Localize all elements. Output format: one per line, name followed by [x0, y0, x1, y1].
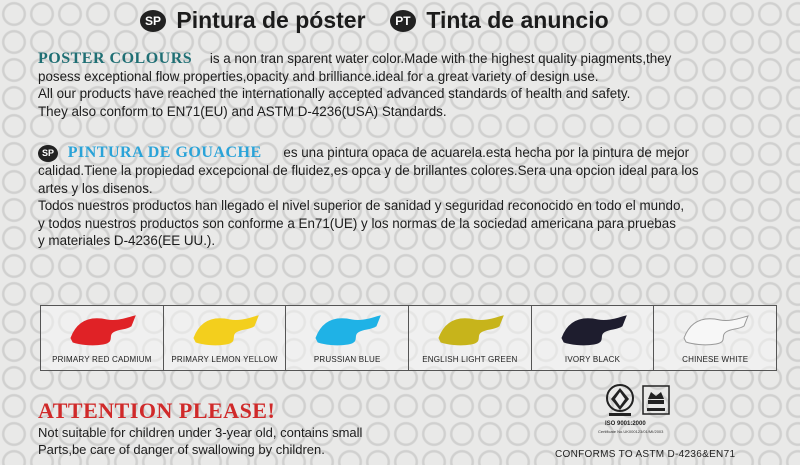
warning-line-1: Not suitable for children under 3-year old, contains small	[38, 425, 363, 440]
swatch-label: ENGLISH LIGHT GREEN	[422, 355, 518, 364]
english-line-4: They also conform to EN71(EU) and ASTM D-4236(USA) Standards.	[38, 103, 447, 119]
spanish-paragraph	[38, 144, 783, 250]
paint-stroke-blue	[312, 312, 382, 348]
swatch-label: IVORY BLACK	[564, 355, 621, 364]
swatch-ivory-black	[532, 306, 655, 370]
sp-title: Pintura de póster	[176, 7, 366, 34]
english-line-3: All our products have reached the internationally accepted advanced standards of health and safety.	[38, 86, 631, 102]
swatch-label: CHINESE WHITE	[682, 355, 749, 364]
spanish-line-1-text: es una pintura opaca de acuarela.esta hecha por la pintura de mejor	[283, 145, 690, 160]
paint-stroke-green	[435, 312, 505, 348]
swatch-primary-lemon-yellow	[164, 306, 287, 370]
paint-stroke-red	[67, 312, 137, 348]
swatch-primary-red-cadmium	[41, 306, 164, 370]
spanish-sp-badge: SP	[38, 145, 58, 162]
english-line-1-text: is a non tran sparent water color.Made with the highest quality piagments,they	[209, 51, 672, 66]
swatch-english-light-green	[409, 306, 532, 370]
conforms-statement: CONFORMS TO ASTM D-4236&EN71	[555, 449, 736, 460]
swatch-label: PRUSSIAN BLUE	[313, 355, 381, 364]
certificate-number: Certificate No.UK000123/01/MI/2003	[598, 429, 664, 434]
sp-badge: SP	[140, 10, 166, 32]
color-swatch-strip	[40, 305, 777, 371]
pintura-de-gouache-heading: PINTURA DE GOUACHE	[67, 144, 262, 161]
ukas-crown-icon	[642, 385, 670, 415]
warning-text	[38, 424, 438, 458]
paint-stroke-black	[558, 312, 628, 348]
spanish-line-2: calidad.Tiene la propiedad excepcional de fluidez,es opca y de brillantes colores.Sera una opcion ideal para los	[38, 162, 699, 178]
paint-stroke-yellow	[190, 312, 260, 348]
spanish-line-3: artes y los disenos.	[38, 180, 153, 196]
attention-heading: ATTENTION PLEASE!	[38, 398, 276, 423]
poster-colours-heading: POSTER COLOURS	[38, 50, 193, 67]
english-line-2: posess exceptional flow properties,opacity and brilliance.ideal for a great variety of design use.	[38, 68, 599, 84]
english-paragraph	[38, 50, 783, 120]
spanish-line-5: y todos nuestros productos son conforme a En71(UE) y los normas de la sociedad americana para pruebas	[38, 215, 676, 231]
english-line-1	[38, 50, 783, 68]
spanish-line-1	[38, 144, 783, 162]
paint-stroke-white	[680, 312, 750, 348]
iso-certificate-text: ISO 9001:2000	[605, 421, 646, 427]
pt-title: Tinta de anuncio	[426, 7, 609, 34]
swatch-label: PRIMARY RED CADMIUM	[52, 355, 152, 364]
warning-line-2: Parts,be care of danger of swallowing by children.	[38, 442, 325, 457]
spanish-line-4: Todos nuestros productos han llegado el nivel superior de sanidad y seguridad reconocido en todo el mundo,	[38, 198, 685, 214]
spanish-line-6: y materiales D-4236(EE UU.).	[38, 233, 216, 249]
swatch-prussian-blue	[286, 306, 409, 370]
title-row	[140, 6, 627, 34]
swatch-chinese-white	[654, 306, 776, 370]
swatch-label: PRIMARY LEMON YELLOW	[171, 355, 278, 364]
bsi-kitemark-icon	[605, 383, 635, 417]
pt-badge: PT	[390, 10, 416, 32]
